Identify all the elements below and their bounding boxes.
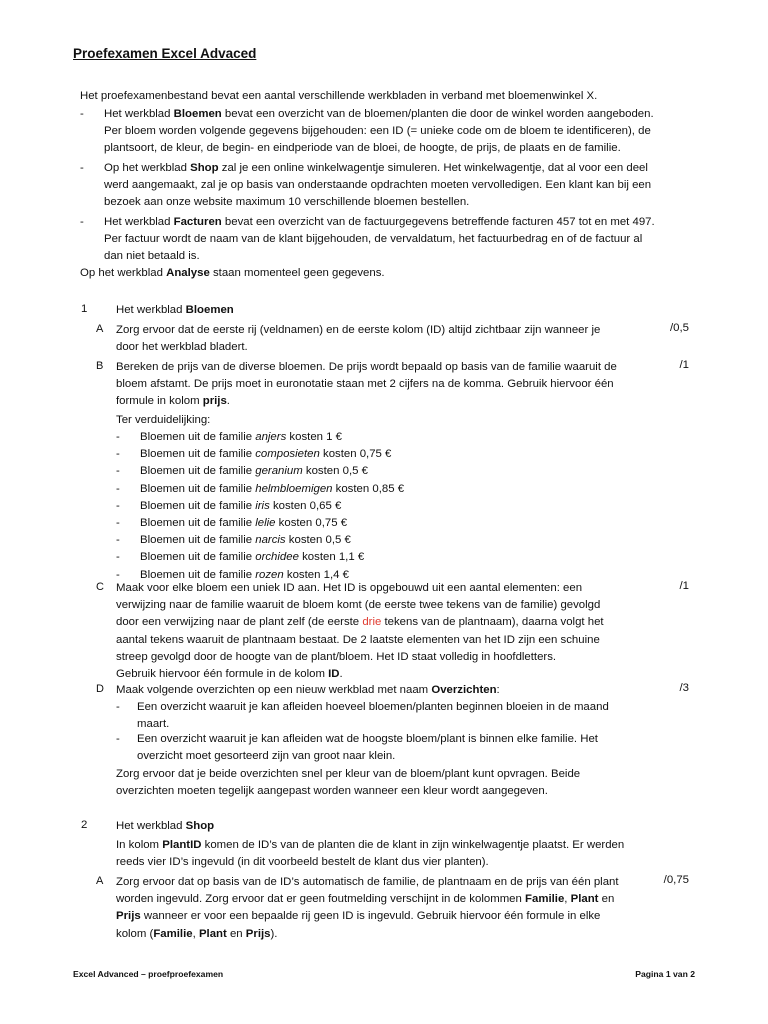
section-number: 2	[81, 819, 88, 831]
footer-left: Excel Advanced – proefproefexamen	[73, 969, 224, 979]
question-text: Zorg ervoor dat de eerste rij (veldnamen) en de eerste kolom (ID) altijd zichtbaar zijn wanneer je door het werkblad bladert.	[116, 324, 601, 354]
footer-page-number: Pagina 1 van 2	[635, 969, 695, 979]
section-heading: Het werkblad Bloemen	[116, 304, 234, 316]
document-page: Proefexamen Excel Advaced Het proefexamenbestand bevat een aantal verschillende werkbladen in verband met bloemenwinkel X. - Het werkblad Bloemen bevat een overzicht van de bloemen/planten die door de winkel worden aangeboden. Per bloem worden volgende gegevens bijgehouden: een ID (= unieke code om de bloem te identificeren), de plantsoort, de kleur, de begin- en eindperiode van de bloei, de hoogte, de prijs, de plaats en de familie. - Op het werkblad Shop zal je een online winkelwagentje simuleren. Het winkelwagentje, dat al voor een deel werd aangemaakt, zal je op basis van onderstaande opdrachten moeten vervolledigen. Een klant kan bij een bezoek aan onze website maximum 10 verschillende bloemen bestellen. - Het werkblad Facturen bevat een overzicht van de factuurgegevens betreffende facturen 457 tot en met 497. Per factuur wordt de naam van de klant bijgehouden, de vervaldatum, het factuurbedrag en of de factuur al dan niet betaald is. Op het werkblad Analyse staan momenteel geen gegevens. 1 Het werkblad Bloemen A Zorg ervoor dat de eerste rij (veldnamen) en de eerste kolom (ID) altijd zichtbaar zijn wanneer je door het werkblad bladert. /0,5 B Bereken de prijs van de diverse bloemen. De prijs wordt bepaald op basis van de familie waaruit de bloem afstamt. De prijs moet in euronotatie staan met 2 cijfers na de komma. Gebruik hiervoor één formule in kolom prijs. /1 Ter verduidelijking: - Bloemen uit de familie anjers kosten 1 € - Bloemen uit de familie composieten kosten 0,75 € - Bloemen uit de familie geranium kosten 0,5 € - Bloemen uit de familie helmbloemigen kosten 0,85 € - Bloemen uit de familie iris kosten 0,65 € - Bloemen uit de familie lelie kosten 0,75 € - Bloemen uit de familie narcis kosten 0,5 € - Bloemen uit de familie orchidee kosten 1,1 € - Bloemen uit de familie rozen kosten 1,4 € C Maak voor elke bloem een uniek ID aan. Het ID is opgebouwd uit een aantal elementen: een verwijzing naar de familie waaruit de bloem komt (de eerste twee tekens van de familie) gevolgd door een verwijzing naar de plant zelf (de eerste drie tekens van de plantnaam), daarna volgt het aantal tekens waaruit de plantnaam bestaat. De 2 laatste elementen van het ID zijn een schuine streep gevolgd door de hoogte van de plant/bloem. Het ID staat volledig in hoofdletters. Gebruik hiervoor één formule in de kolom ID. /1 D Maak volgende overzichten op een nieuw werkblad met naam Overzichten: /3 - Een overzicht waaruit je kan afleiden hoeveel bloemen/planten beginnen bloeien in de maand maart. - Een overzicht waaruit je kan afleiden wat de hoogste bloem/plant is binnen elke familie. Het overzicht moet gesorteerd zijn van groot naar klein. Zorg ervoor dat je beide overzichten snel per kleur van de bloem/plant kunt opvragen. Beide overzichten moeten tegelijk aangepast worden wanneer een kleur wordt aangegeven. 2 Het werkblad Shop In kolom PlantID komen de ID’s van de planten die de klant in zijn winkelwagentje plaatst. Er werden reeds vier ID’s ingevuld (in dit voorbeeld bestelt de klant dus vier planten). A Zorg ervoor dat op basis van de ID’s automatisch de familie, de plantnaam en de prijs van één plant worden ingevuld. Zorg ervoor dat er geen foutmelding verschijnt in de kolommen Familie, Plant en Prijs wanneer er voor een bepaalde rij geen ID is ingevuld. Gebruik hiervoor één formule in elke kolom (Familie, Plant en Prijs). /0,75 Excel Advanced – proefproefexamen Pagina 1 van 2	[73, 46, 695, 979]
section-intro: In kolom PlantID komen de ID’s van de planten die de klant in zijn winkelwagentje plaatst. Er werden reeds vier ID’s ingevuld (in dit voorbeeld bestelt de klant dus vier planten).	[116, 839, 625, 869]
note-label: Ter verduidelijking:	[116, 414, 211, 426]
question-letter: B	[96, 360, 104, 372]
question-letter: D	[96, 683, 104, 695]
page-title: Proefexamen Excel Advaced	[73, 46, 257, 61]
question-score: /3	[679, 682, 689, 694]
bullet-dash: -	[80, 162, 84, 174]
intro-text: Het proefexamenbestand bevat een aantal verschillende werkbladen in verband met bloemenwinkel X.	[80, 90, 598, 102]
question-text: Maak voor elke bloem een uniek ID aan. Het ID is opgebouwd uit een aantal elementen: een verwijzing naar de familie waaruit de bloem komt (de eerste twee tekens van de familie) gevolgd door een verwijzing naar de plant zelf (de eerste drie tekens van de plantnaam), daarna volgt het aantal tekens waaruit de plantnaam bestaat. De 2 laatste elementen van het ID zijn een schuine streep gevolgd door de hoogte van de plant/bloem. Het ID staat volledig in hoofdletters. Gebruik hiervoor één formule in de kolom ID.	[116, 582, 604, 681]
sub-list-item: - Een overzicht waaruit je kan afleiden wat de hoogste bloem/plant is binnen elke familie. Het overzicht moet gesorteerd zijn van groot naar klein.	[116, 733, 598, 763]
question-score: /0,5	[670, 322, 689, 334]
analyse-text: Op het werkblad Analyse staan momenteel geen gegevens.	[80, 267, 385, 279]
question-letter: C	[96, 581, 104, 593]
question-score: /1	[679, 580, 689, 592]
section-heading: Het werkblad Shop	[116, 820, 215, 832]
question-paragraph: Zorg ervoor dat je beide overzichten snel per kleur van de bloem/plant kunt opvragen. Beide overzichten moeten tegelijk aangepast worden wanneer een kleur wordt aangegeven.	[116, 768, 581, 798]
bullet-dash: -	[80, 216, 84, 228]
question-score: /1	[679, 359, 689, 371]
section-number: 1	[81, 303, 88, 315]
bullet-dash: -	[80, 108, 84, 120]
question-text: Maak volgende overzichten op een nieuw werkblad met naam Overzichten:	[116, 684, 500, 696]
sub-list-item: - Een overzicht waaruit je kan afleiden hoeveel bloemen/planten beginnen bloeien in de maand maart.	[116, 701, 609, 731]
question-letter: A	[96, 875, 104, 887]
question-text: Zorg ervoor dat op basis van de ID’s automatisch de familie, de plantnaam en de prijs van één plant worden ingevuld. Zorg ervoor dat er geen foutmelding verschijnt in de kolommen Familie, Plant en Prijs wanneer er voor een bepaalde rij geen ID is ingevuld. Gebruik hiervoor één formule in elke kolom (Familie, Plant en Prijs).	[116, 876, 619, 940]
question-letter: A	[96, 323, 104, 335]
question-score: /0,75	[663, 874, 689, 886]
question-text: Bereken de prijs van de diverse bloemen. De prijs wordt bepaald op basis van de familie waaruit de bloem afstamt. De prijs moet in euronotatie staan met 2 cijfers na de komma. Gebruik hiervoor één formule in kolom prijs.	[116, 361, 617, 408]
